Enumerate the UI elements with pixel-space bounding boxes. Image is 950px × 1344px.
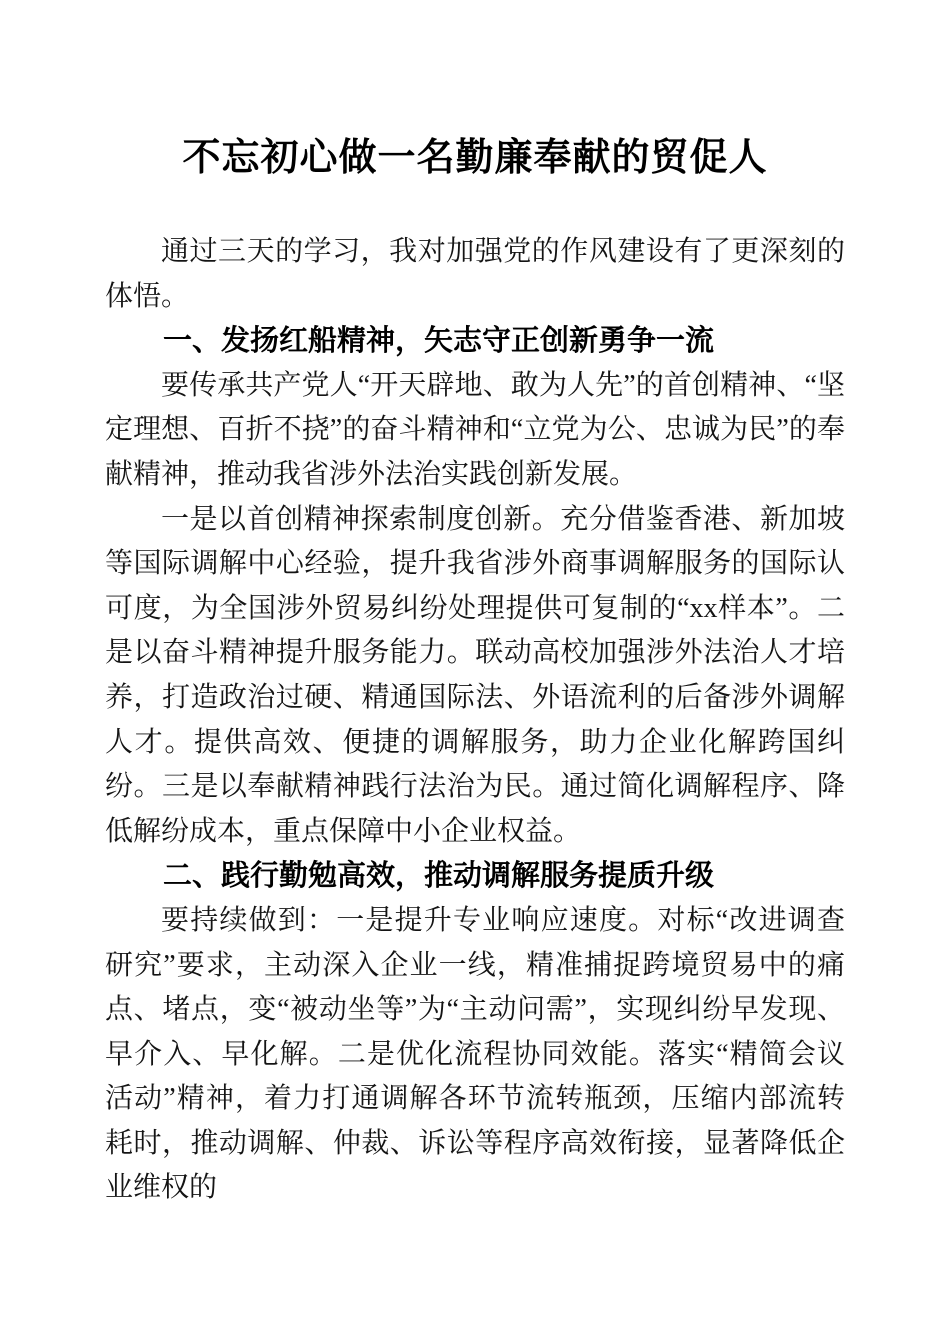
paragraph-section2-detail: 要持续做到：一是提升专业响应速度。对标“改进调查研究”要求，主动深入企业一线，精准捕捉跨境贸易中的痛点、堵点，变“被动坐等”为“主动问需”，实现纠纷早发现、早介入、早化解。二是优化流程协同效能。落实“精简会议活动”精神，着力打通调解各环节流转瓶颈，压缩内部流转耗时，推动调解、仲裁、诉讼等程序高效衔接，显著降低企业维权的 bbox=[105, 904, 845, 1204]
document-title: 不忘初心做一名勤廉奉献的贸促人 bbox=[182, 137, 768, 179]
paragraph-intro: 通过三天的学习，我对加强党的作风建设有了更深刻的体悟。 bbox=[105, 236, 845, 312]
section-heading-1: 一、发扬红船精神，矢志守正创新勇争一流 bbox=[163, 325, 715, 358]
paragraph-section1-detail: 一是以首创精神探索制度创新。充分借鉴香港、新加坡等国际调解中心经验，提升我省涉外商事调解服务的国际认可度，为全国涉外贸易纠纷处理提供可复制的“xx样本”。二是以奋斗精神提升服务能力。联动高校加强涉外法治人才培养，打造政治过硬、精通国际法、外语流利的后备涉外调解人才。提供高效、便捷的调解服务，助力企业化解跨国纠纷。三是以奉献精神践行法治为民。通过简化调解程序、降低解纷成本，重点保障中小企业权益。 bbox=[105, 503, 845, 847]
section-heading-2: 二、践行勤勉高效，推动调解服务提质升级 bbox=[163, 860, 715, 893]
paragraph-section1-intro: 要传承共产党人“开天辟地、敢为人先”的首创精神、“坚定理想、百折不挠”的奋斗精神和“立党为公、忠诚为民”的奉献精神，推动我省涉外法治实践创新发展。 bbox=[105, 369, 845, 490]
